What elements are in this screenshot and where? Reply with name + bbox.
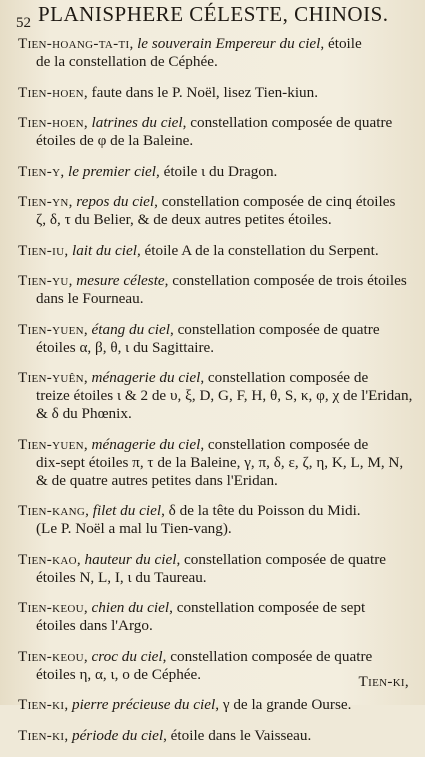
entry-term: Tien-yu <box>18 272 69 289</box>
entry-text: , constellation composée de <box>200 435 369 453</box>
dictionary-entry <box>18 727 416 745</box>
entry-separator: , <box>83 647 92 665</box>
entry-gloss: période du ciel <box>71 726 164 744</box>
entry-separator: , <box>129 35 138 52</box>
entry-separator: , <box>64 726 72 744</box>
entry-separator: , <box>64 241 72 259</box>
entry-text: , constellation composée de trois étoiles <box>164 272 407 289</box>
dictionary-entry <box>18 242 416 260</box>
entry-text: , étoile ι du Dragon. <box>156 162 278 180</box>
entry-text: , γ de la grande Ourse. <box>215 696 352 713</box>
entry-gloss: chien du ciel <box>91 599 170 616</box>
entry-text: , constellation composée de <box>200 369 369 386</box>
entry-continuation: étoiles η, α, ι, ο de Céphée. <box>36 665 202 683</box>
entry-term: Tien-iu <box>18 241 65 259</box>
dictionary-entries <box>18 32 416 757</box>
entry-term: Tien-ki <box>18 696 65 713</box>
entry-term: Tien-y <box>18 162 61 180</box>
entry-term: Tien-keou <box>18 647 84 665</box>
entry-text: , constellation composée de sept <box>169 599 366 616</box>
dictionary-entry <box>18 369 416 423</box>
entry-term: Tien-yuen <box>18 320 84 338</box>
entry-term: Tien-yuên <box>18 369 84 386</box>
entry-separator: , <box>68 272 77 289</box>
entry-term: Tien-hoen <box>18 114 84 131</box>
entry-continuation: de la constellation de Céphée. <box>36 53 218 70</box>
dictionary-entry <box>18 599 416 635</box>
catchword: Tien-ki, <box>358 673 409 690</box>
entry-term: Tien-yn <box>18 193 69 210</box>
entry-gloss: repos du ciel <box>76 193 155 210</box>
entry-separator: , <box>83 320 92 338</box>
entry-term: Tien-keou <box>18 599 84 616</box>
entry-continuation: dix-sept étoiles π, τ de la Baleine, γ, π, δ, ε, ζ, η, K, L, M, N, & de quatre autres petites dans l'Eridan. <box>36 453 404 489</box>
dictionary-entry <box>18 272 416 308</box>
entry-continuation: étoiles de φ de la Baleine. <box>36 132 194 149</box>
entry-text: , constellation composée de quatre <box>162 647 373 665</box>
entry-term: Tien-kao <box>18 550 77 568</box>
entry-continuation: étoiles dans l'Argo. <box>36 617 153 634</box>
entry-separator: , <box>83 599 92 616</box>
entry-gloss: pierre précieuse du ciel <box>71 696 216 713</box>
dictionary-entry <box>18 436 416 490</box>
dictionary-entry <box>18 193 416 229</box>
entry-gloss: ménagerie du ciel <box>91 435 201 453</box>
entry-gloss: étang du ciel <box>91 320 170 338</box>
running-title: PLANISPHERE CÉLESTE, CHINOIS. <box>38 2 389 26</box>
dictionary-entry <box>18 502 416 538</box>
entry-text: , étoile A de la constellation du Serpent. <box>136 241 379 259</box>
dictionary-entry <box>18 551 416 587</box>
dictionary-entry <box>18 696 416 714</box>
entry-continuation: (Le P. Noël a mal lu Tien-vang). <box>36 520 232 537</box>
entry-text: , constellation composée de quatre <box>182 114 393 131</box>
entry-gloss: le premier ciel <box>68 162 156 180</box>
entry-continuation: étoiles N, L, I, ι du Taureau. <box>36 568 207 586</box>
entry-text: , constellation composée de cinq étoiles <box>154 193 396 210</box>
entry-term: Tien-kang <box>18 502 86 519</box>
entry-separator: , <box>76 550 85 568</box>
entry-term: Tien-hoang-ta-ti <box>18 35 130 52</box>
dictionary-entry <box>18 321 416 357</box>
entry-gloss: mesure céleste <box>76 272 165 289</box>
dictionary-entry <box>18 114 416 150</box>
entry-separator: , <box>68 193 77 210</box>
dictionary-entry <box>18 163 416 181</box>
entry-separator: , <box>83 369 92 386</box>
entry-continuation: dans le Fourneau. <box>36 290 144 307</box>
entry-text: , étoile <box>320 35 362 52</box>
entry-text: , constellation composée de quatre <box>169 320 380 338</box>
entry-gloss: hauteur du ciel <box>84 550 177 568</box>
entry-gloss: latrines du ciel <box>91 114 183 131</box>
page-number: 52 <box>16 15 31 31</box>
entry-term: Tien-ki <box>18 726 65 744</box>
entry-continuation: treize étoiles ι & 2 de υ, ξ, D, G, F, H, θ, S, κ, φ, χ de l'Eridan, & δ du Phœnix. <box>36 387 413 422</box>
entry-gloss: filet du ciel <box>92 502 162 519</box>
entry-separator: , <box>83 435 92 453</box>
entry-text: , constellation composée de quatre <box>176 550 387 568</box>
entry-gloss: croc du ciel <box>91 647 163 665</box>
entry-separator: , <box>64 696 72 713</box>
entry-text: , faute dans le P. Noël, lisez Tien-kiun. <box>83 83 319 101</box>
page-header <box>0 0 425 34</box>
entry-gloss: lait du ciel <box>71 241 137 259</box>
dictionary-entry <box>18 648 416 684</box>
entry-separator: , <box>83 114 92 131</box>
entry-separator: , <box>85 502 93 519</box>
entry-text: , étoile dans le Vaisseau. <box>163 726 312 744</box>
entry-gloss: ménagerie du ciel <box>91 369 201 386</box>
entry-term: Tien-hoen <box>18 83 84 101</box>
entry-term: Tien-yuen <box>18 435 84 453</box>
entry-continuation: ζ, δ, τ du Belier, & de deux autres petites étoiles. <box>36 211 332 228</box>
dictionary-entry <box>18 35 416 71</box>
entry-gloss: le souverain Empereur du ciel <box>137 35 321 52</box>
entry-continuation: étoiles α, β, θ, ι du Sagittaire. <box>36 338 215 356</box>
entry-text: , δ de la tête du Poisson du Midi. <box>161 502 361 519</box>
dictionary-entry <box>18 84 416 102</box>
entry-separator: , <box>60 162 68 180</box>
